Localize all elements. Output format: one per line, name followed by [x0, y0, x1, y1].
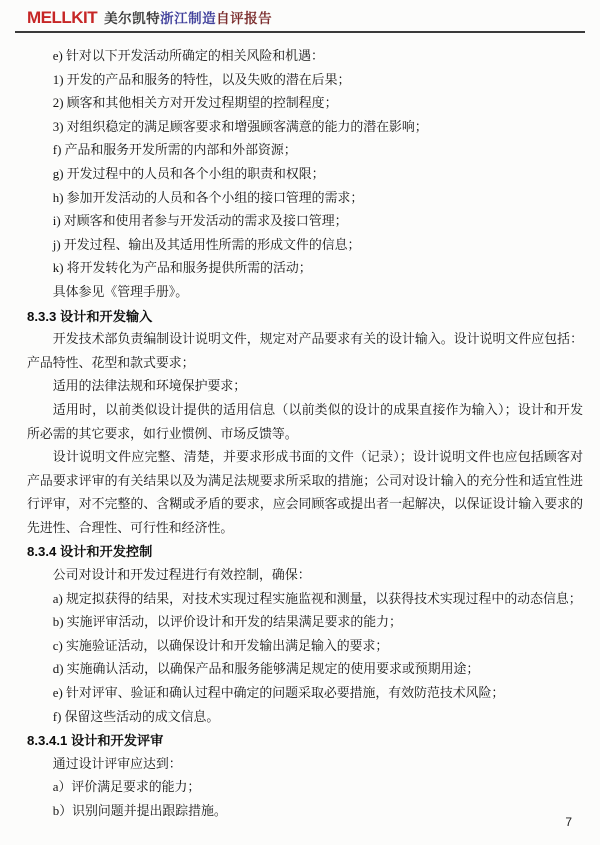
paragraph: k) 将开发转化为产品和服务提供所需的活动； — [52, 261, 312, 276]
paragraph: i) 对顾客和使用者参与开发活动的需求及接口管理； — [52, 214, 348, 229]
paragraph: d) 实施确认活动，以确保产品和服务能够满足规定的使用要求或预期用途； — [52, 662, 480, 677]
report-title-cert: 浙江制造 — [160, 11, 217, 26]
paragraph: 设计说明文件应完整、清楚，并要求形成书面的文件（记录）；设计说明文件也应包括顾客对产品要求评审的有关结果以及为满足法规要求所采取的措施；公司对设计输入的充分性和适宜性进行评审，对不完整的、含糊或矛盾的要求，应会同顾客或提出者一起解决，以保证设计输入要求的先进性、合理性、可行性和经济性。 — [27, 450, 583, 535]
paragraph: a) 规定拟获得的结果，对技术实现过程实施监视和测量，以获得技术实现过程中的动态信息； — [52, 591, 582, 606]
paragraph: j) 开发过程、输出及其适用性所需的形成文件的信息； — [52, 237, 361, 252]
paragraph: b) 实施评审活动，以评价设计和开发的结果满足要求的能力； — [52, 615, 402, 630]
paragraph: e) 针对以下开发活动所确定的相关风险和机遇： — [52, 49, 324, 63]
paragraph: 通过设计评审应达到： — [52, 756, 182, 771]
brand-logo-text: MELLKIT — [27, 8, 98, 27]
paragraph: a）评价满足要求的能力； — [52, 780, 201, 795]
paragraph: 公司对设计和开发过程进行有效控制，确保： — [52, 568, 311, 583]
paragraph: 1) 开发的产品和服务的特性，以及失败的潜在后果； — [52, 72, 351, 87]
report-title-report: 自评报告 — [216, 11, 273, 26]
paragraph: c) 实施验证活动，以确保设计和开发输出满足输入的要求； — [52, 638, 389, 653]
section-heading: 8.3.3 设计和开发输入 — [27, 308, 153, 324]
section-heading: 8.3.4.1 设计和开发评审 — [27, 733, 164, 749]
paragraph: 适用的法律法规和环境保护要求； — [52, 379, 247, 394]
page-header — [0, 0, 600, 28]
paragraph: e) 针对评审、验证和确认过程中确定的问题采取必要措施，有效防范技术风险； — [52, 686, 505, 701]
section-heading: 8.3.4 设计和开发控制 — [27, 544, 153, 560]
paragraph: 开发技术部负责编制设计说明文件，规定对产品要求有关的设计输入。设计说明文件应包括：产品特性、花型和款式要求； — [27, 332, 583, 370]
document-body — [0, 33, 600, 824]
paragraph: 适用时，以前类似设计提供的适用信息（以前类似的设计的成果直接作为输入）；设计和开发所必需的其它要求，如行业惯例、市场反馈等。 — [27, 402, 583, 441]
report-title — [27, 7, 585, 28]
paragraph: h) 参加开发活动的人员和各个小组的接口管理的需求； — [52, 190, 364, 205]
paragraph: 2) 顾客和其他相关方对开发过程期望的控制程度； — [52, 96, 338, 111]
paragraph: f) 产品和服务开发所需的内部和外部资源； — [52, 143, 297, 158]
paragraph: 3) 对组织稳定的满足顾客要求和增强顾客满意的能力的潜在影响； — [52, 119, 428, 134]
paragraph: b）识别问题并提出跟踪措施。 — [52, 804, 227, 818]
paragraph: g) 开发过程中的人员和各个小组的职责和权限； — [52, 166, 325, 181]
page-number: 7 — [565, 815, 572, 829]
report-title-company: 美尔凯特 — [104, 11, 161, 26]
paragraph: f) 保留这些活动的成文信息。 — [52, 709, 220, 724]
paragraph: 具体参见《管理手册》。 — [52, 284, 189, 299]
